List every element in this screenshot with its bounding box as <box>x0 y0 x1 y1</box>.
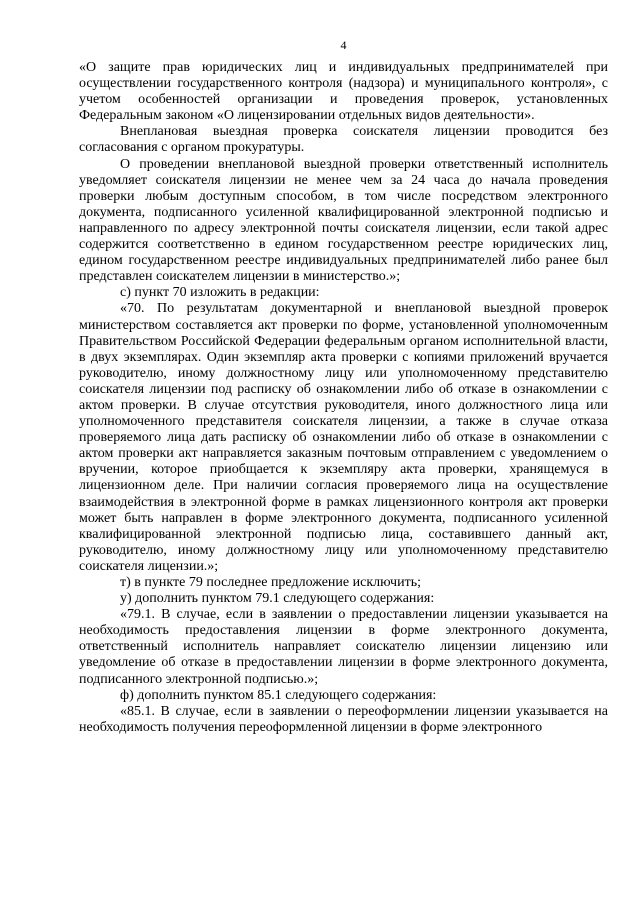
paragraph: ф) дополнить пунктом 85.1 следующего содержания: <box>120 687 437 703</box>
paragraph: «О защите прав юридических лиц и индивидуальных предпринимателей при осуществлении государственного контроля (надзора) и муниципального контроля», с учетом особенностей организации и проведения проверок, установленных Федеральным законом «О лицензировании отдельных видов деятельности». <box>79 60 608 124</box>
paragraph: «70. По результатам документарной и внеплановой выездной проверок министерством составляется акт проверки по форме, установленной уполномоченным Правительством Российской Федерации федеральным органом исполнительной власти, в двух экземплярах. Один экземпляр акта проверки с копиями приложений вручается руководителю, иному должностному лицу или уполномоченному представителю соискателя лицензии под расписку об ознакомлении либо об отказе в ознакомлении с актом проверки. В случае отсутствия руководителя, иного должностного лица или уполномоченного представителя соискателя лицензии, а также в случае отказа проверяемого лица дать расписку об ознакомлении либо об отказе в ознакомлении с актом проверки акт направляется заказным почтовым отправлением с уведомлением о вручении, которое приобщается к экземпляру акта проверки, хранящемуся в лицензионном деле. При наличии согласия проверяемого лица на осуществление взаимодействия в электронной форме в рамках лицензионного контроля акт проверки может быть направлен в форме электронного документа, подписанного усиленной квалифицированной электронной подписью лица, составившего данный акт, руководителю, иному должностному лицу или уполномоченному представителю соискателя лицензии.»; <box>79 301 608 574</box>
paragraph: у) дополнить пунктом 79.1 следующего содержания: <box>120 591 435 607</box>
paragraph: «79.1. В случае, если в заявлении о предоставлении лицензии указывается на необходимость предоставления лицензии в форме электронного документа, ответственный исполнитель направляет соискателю лицензии лицензию или уведомление об отказе в предоставлении лицензии в форме электронного документа, подписанного электронной подписью.»; <box>79 607 608 687</box>
paragraph: О проведении внеплановой выездной проверки ответственный исполнитель уведомляет соискателя лицензии не менее чем за 24 часа до начала проведения проверки любым доступным способом, в том числе посредством электронного документа, подписанного усиленной квалифицированной электронной подписью и направленного по адресу электронной почты соискателя лицензии, если такой адрес содержится соответственно в едином государственном реестре юридических лиц, едином государственном реестре индивидуальных предпринимателей либо ранее был представлен соискателем лицензии в министерство.»; <box>79 156 608 285</box>
paragraph: «85.1. В случае, если в заявлении о переоформлении лицензии указывается на необходимость получения переоформленной лицензии в форме электронного <box>79 703 608 735</box>
page-number: 4 <box>340 38 347 52</box>
paragraph: Внеплановая выездная проверка соискателя лицензии проводится без согласования с органом прокуратуры. <box>79 124 608 156</box>
paragraph: т) в пункте 79 последнее предложение исключить; <box>120 575 421 590</box>
paragraph: с) пункт 70 изложить в редакции: <box>120 285 320 301</box>
document-body <box>79 60 608 736</box>
